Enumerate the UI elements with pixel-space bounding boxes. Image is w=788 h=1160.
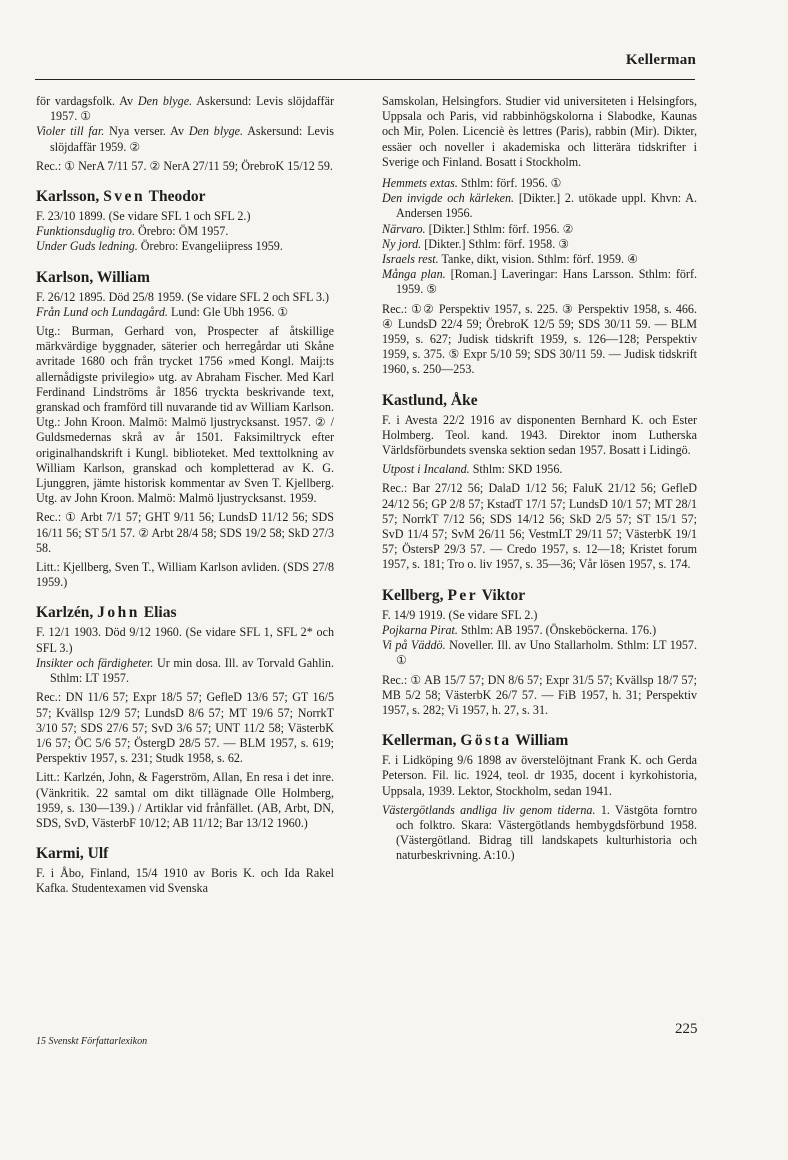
bio-text: F. i Avesta 22/2 1916 av disponenten Bernhard K. och Ester Holmberg. Teol. kand. 1943. Direktor inom Lutherska Världsförbundets svenska sektion sedan 1957. Bosatt i Lidingö.	[382, 412, 697, 458]
bio-text: Samskolan, Helsingfors. Studier vid universiteten i Helsingfors, Uppsala och Paris, vid rabbinhögskolorna i Slabodke, Kaunas och Mir, Polen. Licenciè ès lettres (Paris), rabbin (Mir). Dikter, essäer och noveller i akademiska och litterära tidskrifter i Sverige och Finland. Bosatt i Stockholm.	[382, 94, 697, 169]
literature-list: Litt.: Kjellberg, Sven T., William Karlson avliden. (SDS 27/8 1959.)	[36, 560, 334, 590]
work-entry: Pojkarna Pirat. Sthlm: AB 1957. (Önskeböckerna. 176.)	[382, 622, 657, 637]
work-entry: Många plan. [Roman.] Laveringar: Hans Larsson. Sthlm: förf. 1959. ⑤	[382, 267, 698, 297]
entry-heading-kellberg: Kellberg, Per Viktor	[382, 586, 526, 604]
work-entry: Vi på Väddö. Noveller. Ill. av Uno Stallarholm. Sthlm: LT 1957. ①	[382, 638, 697, 668]
bio-text: F. i Lidköping 9/6 1898 av överstelöjtnant Frank K. och Gerda Peterson. Fil. lic. 1924, teol. dr 1935, docent i kyrkohistoria, Uppsala, 1939. Lektor, Stockholm, sedan 1941.	[382, 753, 697, 798]
signature-mark: 15 Svenskt Författarlexikon	[36, 1036, 148, 1047]
work-entry: Funktionsduglig tro. Örebro: ÖM 1957.	[36, 224, 229, 239]
page-number: 225	[675, 1021, 698, 1037]
review-list: Rec.: ① AB 15/7 57; DN 8/6 57; Expr 31/5 57; Kvällsp 18/7 57; MB 5/2 58; VästerbK 26/7 57. — FiB 1957, h. 31; Perspektiv 1957, s. 282; Vi 1957, h. 27, s. 31.	[382, 672, 697, 717]
entry-heading-karlzen: Karlzén, John Elias	[36, 604, 177, 622]
review-list: Rec.: ① Arbt 7/1 57; GHT 9/11 56; LundsD 11/12 56; SDS 16/11 56; ST 5/1 57. ② Arbt 28/4 58; SDS 19/2 58; SkD 27/3 58.	[36, 510, 334, 555]
work-entry: Närvaro. [Dikter.] Sthlm: förf. 1956. ②	[382, 221, 574, 236]
bio-text: F. i Åbo, Finland, 15/4 1910 av Boris K. och Ida Rakel Kafka. Studentexamen vid Svenska	[36, 866, 334, 896]
work-entry: Under Guds ledning. Örebro: Evangeliipress 1959.	[36, 239, 283, 254]
entry-heading-karlsson: Karlsson, Sven Theodor	[36, 188, 206, 206]
work-entry: Hemmets extas. Sthlm: förf. 1956. ①	[382, 176, 562, 191]
bio-text: F. 23/10 1899. (Se vidare SFL 1 och SFL 2.)	[36, 209, 251, 224]
review-list: Rec.: ①② Perspektiv 1957, s. 225. ③ Perspektiv 1958, s. 466. ④ LundsD 22/4 59; ÖrebroK 12/5 59; SDS 30/11 59. — BLM 1959, s. 627; Judisk tidskrift 1959, s. 126—128; Perspektiv 1959, s. 375. ⑤ Expr 5/10 59; SDS 30/11 59. — Judisk tidskrift 1960, s. 250—253.	[382, 301, 697, 377]
running-title: Kellerman	[625, 52, 696, 68]
work-entry: Västergötlands andliga liv genom tiderna. 1. Västgöta forntro och folktro. Skara: Västergötlands hembygdsförbund 1958. (Västergötland. Bidrag till landskapets kulturhistoria och naturbeskrivning. A:10.)	[382, 802, 697, 863]
header-rule	[35, 79, 695, 80]
work-entry: Insikter och färdigheter. Ur min dosa. Ill. av Torvald Gahlin. Sthlm: LT 1957.	[36, 655, 334, 686]
work-entry: Från Lund och Lundagård. Lund: Gle Ubh 1956. ①	[36, 304, 289, 319]
entry-heading-kellerman: Kellerman, Gösta William	[382, 732, 569, 750]
work-entry: Ny jord. [Dikter.] Sthlm: förf. 1958. ③	[382, 236, 570, 251]
work-entry: Israels rest. Tanke, dikt, vision. Sthlm: förf. 1959. ④	[382, 252, 638, 267]
literature-list: Litt.: Karlzén, John, & Fagerström, Allan, En resa i det inre. (Vänkritik. 22 samtal om dikt tillägnade Olle Holmberg, 1959, s. 130—139.) / Artiklar vid frånfället. (AB, Arbt, DN, SDS, SvD, VästerbF 10/12; AB 11/12; Bar 13/12 1960.)	[36, 770, 334, 830]
review-list: Rec.: ① NerA 7/11 57. ② NerA 27/11 59; ÖrebroK 15/12 59.	[36, 158, 333, 173]
editor-text: Utg.: Burman, Gerhard von, Prospecter af åtskillige märkvärdige byggnader, säterier och herregårdar uti Skåne avritade 1680 och från trycket 1756 »med Kongl. Maij:ts allernådigste privilegio» utg. av Abraham Fischer. Med Karl Ferdinand Lindströms år 1856 tryckta beskrivande text, granskad och framförd till nuvarande tid av William Karlson. Utg.: John Kroon. Malmö: Malmö ljustrycksanst. 1957. ② / Guldsmedernas skrå av år 1501. Faksimiltryck efter originalhandskrift i Kungl. biblioteket. Med texttolkning av William Karlson, granskad och kompletterad av K. G. Ljunggren, jämte historisk kommentar av Sven T. Kjellberg. Utg. av John Kroon. Malmö: Malmö ljustrycksanst. 1959.	[36, 324, 334, 506]
review-list: Rec.: DN 11/6 57; Expr 18/5 57; GefleD 13/6 57; GT 16/5 57; Kvällsp 12/9 57; LundsD 8/6 57; MT 19/6 57; NorrkT 3/10 57; SDS 27/6 57; SvD 3/6 57; UNT 11/2 58; VästerbK 1/6 57; ÖC 5/6 57; ÖstergD 28/5 57. — BLM 1957, s. 619; Perspektiv 1957, s. 231; Studk 1958, s. 62.	[36, 690, 334, 766]
entry-heading-kastlund: Kastlund, Åke	[382, 391, 478, 409]
work-entry: för vardagsfolk. Av Den blyge. Askersund: Levis slöjdaffär 1957. ①	[36, 94, 334, 124]
work-entry: Violer till far. Nya verser. Av Den blyge. Askersund: Levis slöjdaffär 1959. ②	[36, 124, 334, 154]
bio-text: F. 26/12 1895. Död 25/8 1959. (Se vidare SFL 2 och SFL 3.)	[36, 289, 330, 304]
left-column	[36, 94, 334, 897]
right-column	[382, 94, 697, 864]
entry-heading-karmi: Karmi, Ulf	[36, 845, 109, 863]
review-list: Rec.: Bar 27/12 56; DalaD 1/12 56; FaluK 21/12 56; GefleD 24/12 56; GP 2/8 57; KstadT 17/1 57; LundsD 10/1 57; MT 28/1 57; NorrkT 7/12 56; SDS 14/12 56; SkD 2/5 57; ST 15/1 57; SvD 11/4 57; SvM 26/11 56; VestmLT 29/11 57; VästerbK 19/1 57; ÖstersP 29/3 57. — Credo 1957, s. 12—18; Kristet forum 1957, s. 181; Tro o. liv 1957, s. 35—36; Vår lösen 1957, s. 174.	[382, 481, 697, 572]
bio-text: F. 14/9 1919. (Se vidare SFL 2.)	[382, 607, 538, 622]
work-entry: Utpost i Incaland. Sthlm: SKD 1956.	[382, 462, 563, 477]
entry-heading-karlson: Karlson, William	[36, 268, 150, 286]
bio-text: F. 12/1 1903. Död 9/12 1960. (Se vidare SFL 1, SFL 2* och SFL 3.)	[36, 625, 334, 655]
work-entry: Den invigde och kärleken. [Dikter.] 2. utökade uppl. Khvn: A. Andersen 1956.	[382, 191, 697, 221]
